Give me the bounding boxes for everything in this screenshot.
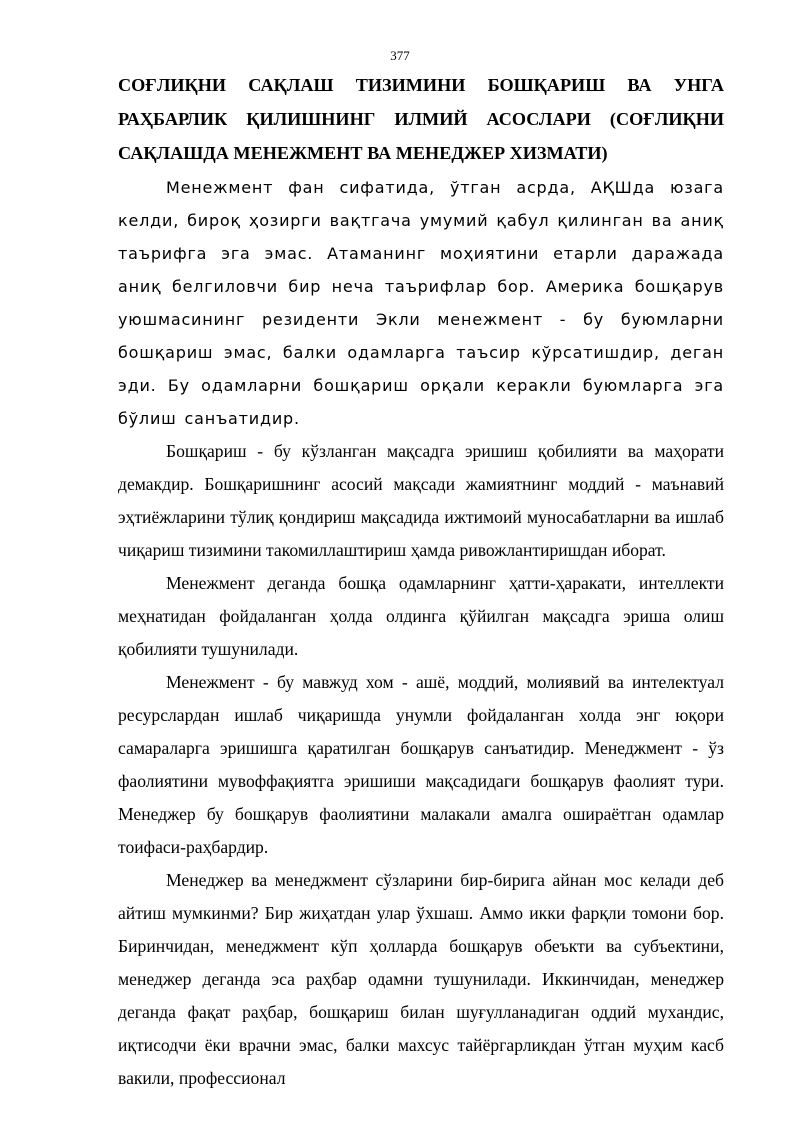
document-body (118, 68, 724, 1095)
paragraph-3: Менежмент деганда бошқа одамларнинг ҳатти-ҳаракати, интеллекти меҳнатидан фойдаланган ҳолда олдинга қўйилган мақсадга эриша олиш қобилияти тушунилади. (118, 573, 724, 659)
paragraph-2: Бошқариш - бу кўзланган мақсадга эришиш қобилияти ва маҳорати демакдир. Бошқаришнинг асосий мақсади жамиятнинг моддий - маънавий эҳтиёжларини тўлиқ қондириш мақсадида ижтимоий муносабатларни ва ишлаб чиқариш тизимини такомиллаштириш ҳамда ривожлантиришдан иборат. (118, 441, 724, 560)
paragraph-5: Менеджер ва менеджмент сўзларини бир-бирига айнан мос келади деб айтиш мумкинми? Бир жиҳатдан улар ўхшаш. Аммо икки фарқли томони бор. Биринчидан, менеджмент кўп ҳолларда бошқарув обеъкти ва субъектини, менеджер деганда эса раҳбар одамни тушунилади. Иккинчидан, менеджер деганда фақат раҳбар, бошқариш билан шуғулланадиган оддий мухандис, иқтисодчи ёки врачни эмас, балки махсус тайёргарликдан ўтган муҳим касб вакили, профессионал (118, 870, 724, 1088)
paragraph-1: Менежмент фан сифатида, ўтган асрда, АҚШда юзага келди, бироқ ҳозирги вақтгача умумий қабул қилинган ва аниқ таърифга эга эмас. Атаманинг моҳиятини етарли даражада аниқ белгиловчи бир неча таърифлар бор. Америка бошқарув уюшмасининг резиденти Экли менежмент - бу буюмларни бошқариш эмас, балки одамларга таъсир кўрсатишдир, деган эди. Бу одамларни бошқариш орқали керакли буюмларга эга бўлиш санъатидир. (118, 178, 724, 428)
document-title: СОҒЛИҚНИ САҚЛАШ ТИЗИМИНИ БОШҚАРИШ ВА УНГА РАҲБАРЛИК ҚИЛИШНИНГ ИЛМИЙ АСОСЛАРИ (СОҒЛИҚНИ САҚЛАШДА МЕНЕЖМЕНТ ВА МЕНЕДЖЕР ХИЗМАТИ) (118, 75, 724, 163)
page-number: 377 (390, 48, 410, 63)
paragraph-4: Менежмент - бу мавжуд хом - ашё, моддий, молиявий ва интелектуал ресурслардан ишлаб чиқаришда унумли фойдаланган холда энг юқори самараларга эришишга қаратилган бошқарув санъатидир. Менеджмент - ўз фаолиятини мувоффақиятга эришиши мақсадидаги бошқарув фаолият тури. Менеджер бу бошқарув фаолиятини малакали амалга ошираётган одамлар тоифаси-раҳбардир. (118, 672, 724, 857)
